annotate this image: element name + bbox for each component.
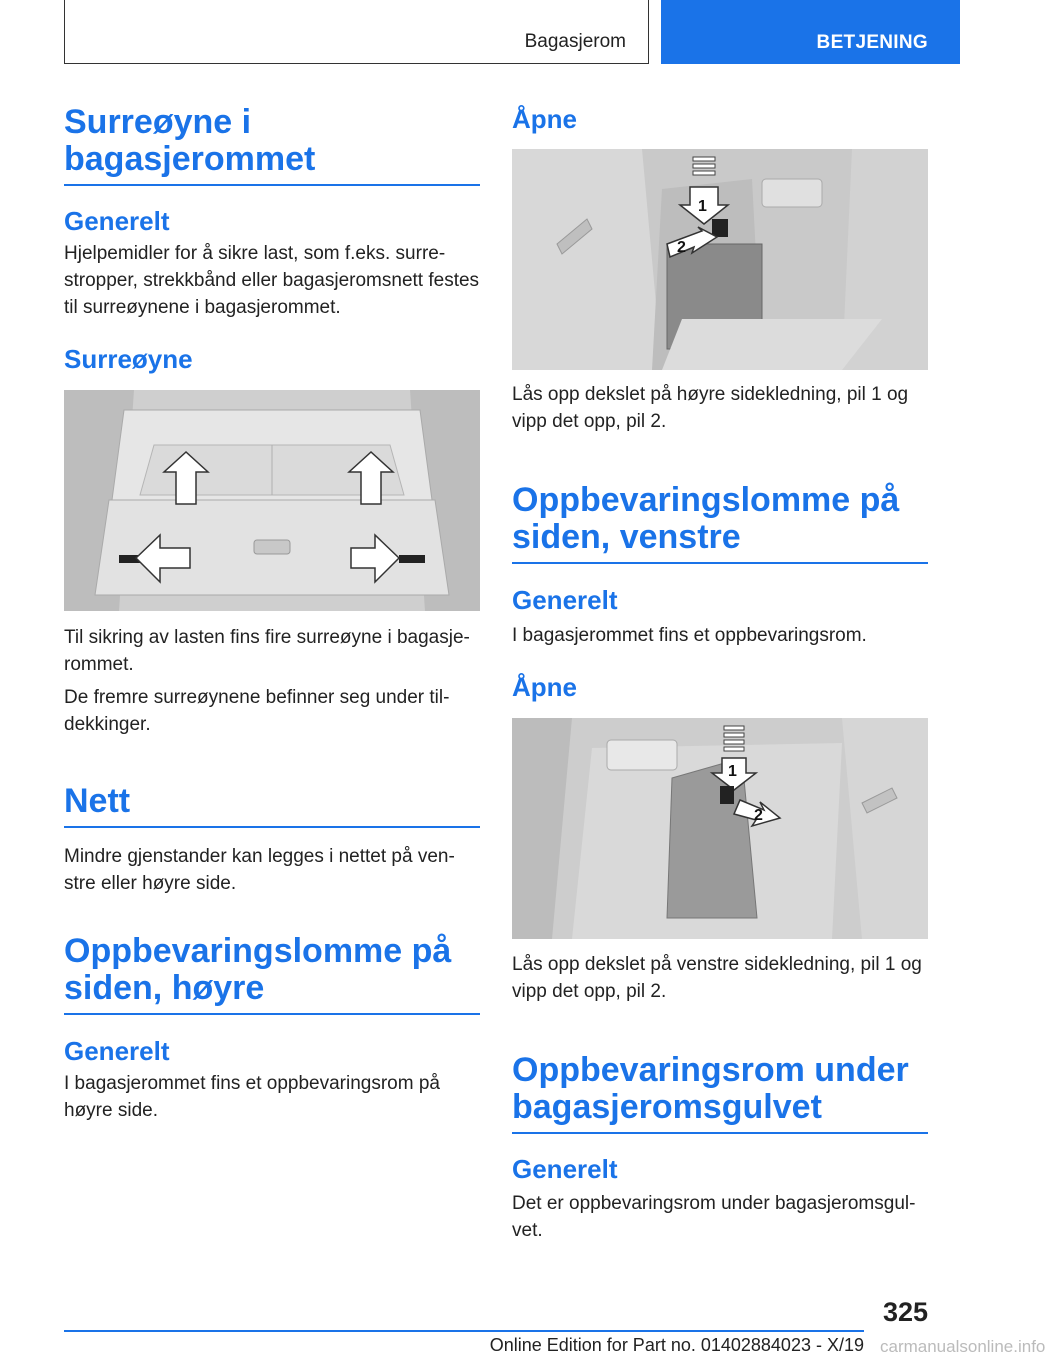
page-number: 325: [882, 1297, 928, 1327]
header-section-box: [64, 0, 649, 64]
image-right-side-trim-cover: [512, 149, 928, 370]
subheading-generelt-4: Generelt: [512, 1154, 618, 1184]
paragraph-front-lashing-eyes: De fremre surreøynene befinner seg under tildekkinger.: [64, 687, 450, 735]
heading-oppbevaringsrom-gulv: Oppbevaringsrom under bagasjeromsgulvet: [512, 1052, 928, 1134]
paragraph-oppbevaringsrom-venstre: I bagasjerommet fins et oppbevaringsrom.: [512, 625, 867, 646]
paragraph-lashing-eyes-count: Til sikring av lasten fins fire surreøyne i bagasjerommet.: [64, 627, 470, 675]
paragraph-generelt: Hjelpemidler for å sikre last, som f.eks. surrestropper, strekkbånd eller bagasjeromsnett festes til surreøynene i bagasjerommet.: [64, 243, 480, 318]
callout-1: 1: [698, 198, 707, 215]
heading-surreoyne-i-bagasjerommet: Surreøyne i bagasjerommet: [64, 104, 480, 186]
footer-divider: [64, 1330, 864, 1332]
heading-oppbevaringslomme-hoyre: Oppbevaringslomme på siden, høyre: [64, 933, 480, 1015]
callout-2b: 2: [754, 807, 763, 824]
subheading-generelt-2: Generelt: [64, 1036, 170, 1066]
paragraph-nett: Mindre gjenstander kan legges i nettet på venstre eller høyre side.: [64, 846, 455, 894]
paragraph-oppbevaringsrom-gulv: Det er oppbevaringsrom under bagasjeromsgulvet.: [512, 1193, 916, 1241]
footer-edition: Online Edition for Part no. 01402884023 - X/19: [489, 1335, 864, 1355]
header-section-title: Bagasjerom: [524, 31, 626, 52]
subheading-generelt-3: Generelt: [512, 585, 618, 615]
subheading-apne-1: Åpne: [512, 104, 577, 134]
paragraph-oppbevaringsrom-hoyre: I bagasjerommet fins et oppbevaringsrom på høyre side.: [64, 1073, 440, 1121]
subheading-surreoyne: Surreøyne: [64, 344, 193, 374]
paragraph-open-left-cover: Lås opp dekslet på venstre sidekledning, pil 1 og vipp det opp, pil 2.: [512, 954, 922, 1002]
subheading-apne-2: Åpne: [512, 672, 577, 702]
paragraph-open-right-cover: Lås opp dekslet på høyre sidekledning, pil 1 og vipp det opp, pil 2.: [512, 384, 909, 432]
watermark: carmanualsonline.info: [880, 1337, 1045, 1356]
heading-oppbevaringslomme-venstre: Oppbevaringslomme på siden, venstre: [512, 482, 928, 564]
header-chapter-title: BETJENING: [816, 32, 928, 53]
callout-1b: 1: [728, 763, 737, 780]
header-chapter-tab: [661, 0, 960, 64]
heading-nett: Nett: [64, 783, 480, 828]
image-lashing-eyes-cargo-area: [64, 390, 480, 611]
callout-2: 2: [677, 239, 686, 256]
image-left-side-trim-cover: [512, 718, 928, 939]
subheading-generelt: Generelt: [64, 206, 170, 236]
